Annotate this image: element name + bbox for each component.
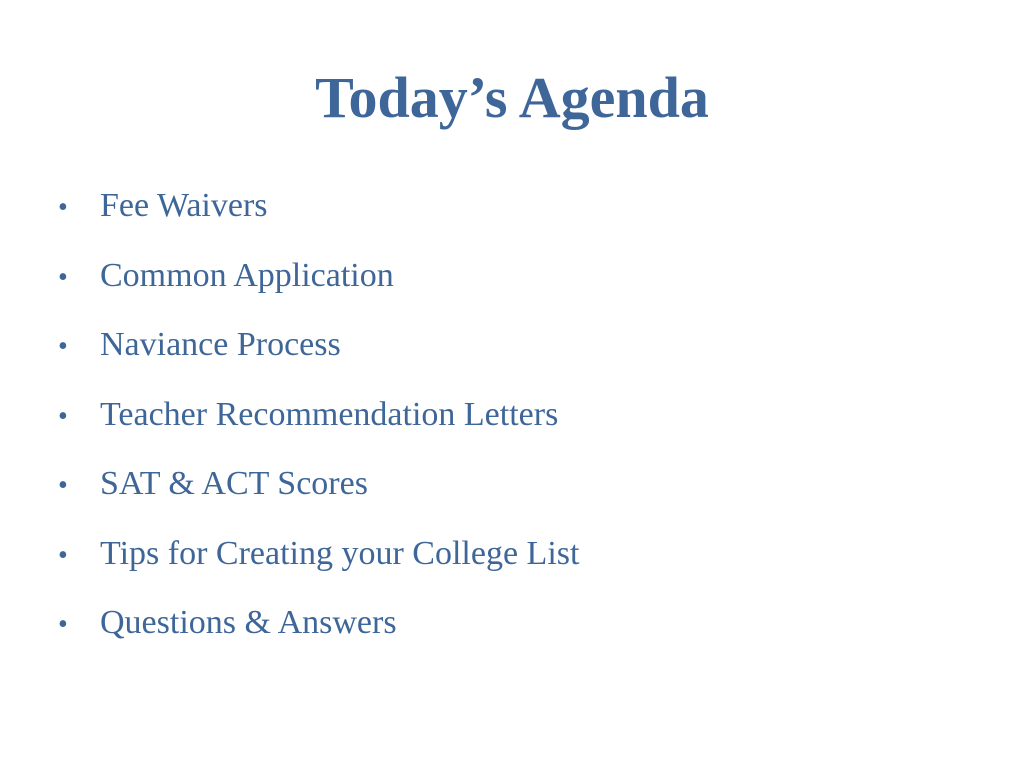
- bullet-icon: •: [58, 609, 68, 640]
- agenda-item-questions-answers: [58, 597, 579, 667]
- agenda-item-label: Teacher Recommendation Letters: [100, 395, 559, 433]
- bullet-icon: •: [58, 192, 68, 223]
- bullet-icon: •: [58, 400, 68, 432]
- bullet-icon: •: [58, 331, 68, 362]
- bullet-icon: •: [58, 539, 68, 571]
- agenda-item-label: Fee Waivers: [100, 187, 268, 224]
- agenda-item-naviance-process: [58, 319, 579, 389]
- bullet-icon: •: [58, 470, 68, 501]
- agenda-item-teacher-recommendations: [58, 389, 579, 459]
- agenda-list: [58, 180, 579, 667]
- agenda-item-label: Naviance Process: [100, 326, 341, 363]
- agenda-item-common-application: [58, 250, 579, 320]
- agenda-item-college-list-tips: [58, 528, 579, 598]
- bullet-icon: •: [58, 261, 68, 293]
- agenda-item-sat-act-scores: [58, 458, 579, 528]
- agenda-item-label: Questions & Answers: [100, 604, 397, 641]
- agenda-item-fee-waivers: [58, 180, 579, 250]
- agenda-item-label: Tips for Creating your College List: [100, 534, 580, 572]
- slide-title: Today’s Agenda: [315, 65, 709, 130]
- agenda-item-label: SAT & ACT Scores: [100, 465, 368, 502]
- agenda-item-label: Common Application: [100, 256, 394, 294]
